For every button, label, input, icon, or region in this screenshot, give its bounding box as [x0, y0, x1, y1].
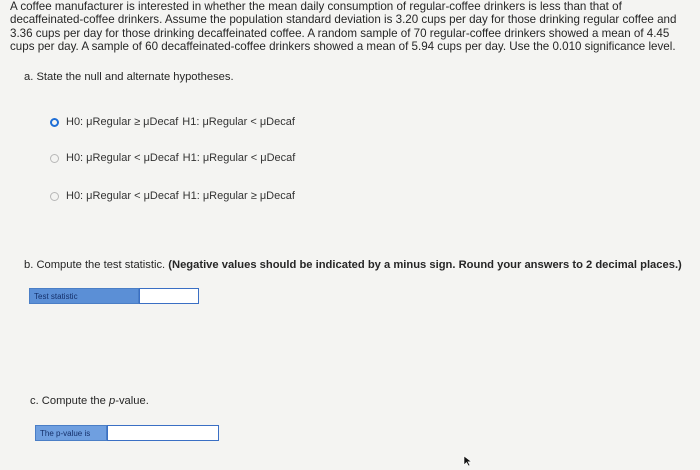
problem-statement: A coffee manufacturer is interested in whether the mean daily consumption of regular-coffee drinkers is less than that of decaffeinated-coffee drinkers. Assume the population standard deviation is 3.20 cups per day for those drinking regular coffee and 3.36 cups per day for those drinking decaffeinated coffee. A random sample of 70 regular-coffee drinkers showed a mean of 4.45 cups per day. A sample of 60 decaffeinated-coffee drinkers showed a mean of 5.94 cups per day. Use the 0.010 significance level.	[10, 0, 677, 54]
hypothesis-option-3[interactable]	[50, 188, 295, 204]
part-b-label	[24, 259, 682, 271]
option-3-h0: H0: μRegular < μDecaf	[66, 190, 179, 202]
p-value-row	[35, 425, 219, 441]
part-c-suffix: -value.	[115, 395, 149, 407]
p-value-label: The p-value is	[35, 425, 107, 441]
option-1-h0: H0: μRegular ≥ μDecaf	[66, 116, 179, 128]
hypothesis-option-1[interactable]	[50, 114, 295, 130]
option-2-h0: H0: μRegular < μDecaf	[66, 152, 179, 164]
option-3-h1: H1: μRegular ≥ μDecaf	[182, 190, 295, 202]
option-1-h1: H1: μRegular < μDecaf	[182, 116, 295, 128]
test-statistic-input[interactable]	[139, 288, 199, 304]
test-statistic-row	[29, 288, 199, 304]
part-c-prefix: c. Compute the	[30, 395, 109, 407]
part-a-label: a. State the null and alternate hypotheses.	[24, 71, 234, 83]
mouse-cursor-icon	[463, 455, 473, 467]
radio-button[interactable]	[50, 154, 59, 163]
part-b-prompt: b. Compute the test statistic.	[24, 259, 166, 271]
hypothesis-option-2[interactable]	[50, 150, 295, 166]
part-c-label	[30, 395, 149, 407]
radio-button-selected[interactable]	[50, 118, 59, 127]
p-value-input[interactable]	[107, 425, 219, 441]
option-2-h1: H1: μRegular < μDecaf	[182, 152, 296, 164]
radio-button[interactable]	[50, 192, 59, 201]
part-b-instruction: (Negative values should be indicated by a minus sign. Round your answers to 2 decimal places.)	[168, 259, 682, 271]
part-c-p: p	[108, 395, 116, 407]
test-statistic-label: Test statistic	[29, 288, 139, 304]
